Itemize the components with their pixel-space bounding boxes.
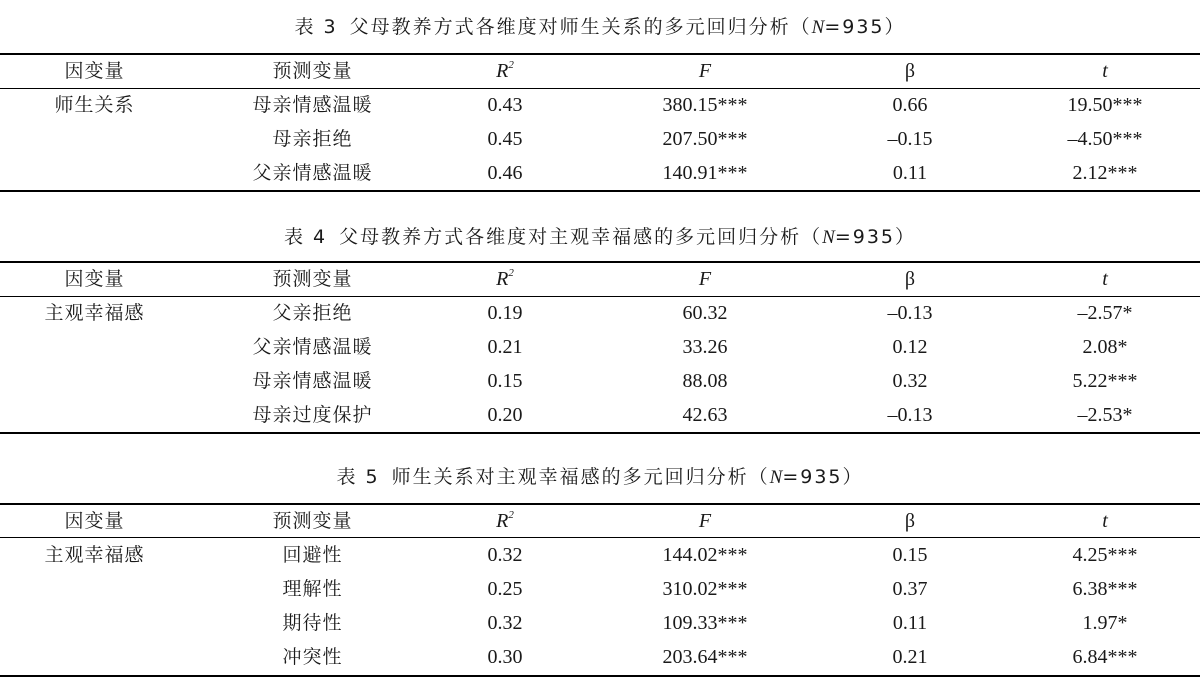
dependent-cell	[22, 122, 167, 156]
f-cell: 144.02***	[662, 544, 748, 566]
t-cell: 4.25***	[1072, 544, 1138, 566]
table5-bottom-rule	[0, 675, 1200, 677]
table-row	[0, 330, 1200, 364]
r2-cell: 0.43	[487, 94, 523, 116]
table4-caption	[0, 222, 1200, 252]
predictor-cell: 母亲过度保护	[252, 404, 373, 426]
r2-cell: 0.21	[487, 336, 523, 358]
predictor-cell: 父亲拒绝	[272, 302, 353, 324]
beta-cell: –0.15	[887, 128, 933, 150]
table-row	[0, 640, 1200, 674]
dependent-cell	[22, 398, 167, 432]
r2-cell: 0.46	[487, 162, 523, 184]
dependent-cell: 主观幸福感	[44, 544, 145, 566]
f-cell: 310.02***	[662, 578, 748, 600]
r2-cell: 0.25	[487, 578, 523, 600]
f-cell: 140.91***	[662, 162, 748, 184]
f-cell: 380.15***	[662, 94, 748, 116]
predictor-cell: 父亲情感温暖	[252, 336, 373, 358]
t-cell: –4.50***	[1067, 128, 1143, 150]
table4-caption-tail: =935）	[834, 226, 917, 248]
table4-bottom-rule	[0, 432, 1200, 434]
table-row	[0, 606, 1200, 640]
beta-cell: 0.21	[892, 646, 928, 668]
table3-caption-tail: =935）	[824, 16, 906, 38]
header-predictor: 预测变量	[272, 60, 353, 82]
beta-cell: 0.32	[892, 370, 928, 392]
r2-cell: 0.15	[487, 370, 523, 392]
f-cell: 109.33***	[662, 612, 748, 634]
table5-caption	[0, 462, 1200, 492]
predictor-cell: 理解性	[282, 578, 343, 600]
t-cell: 19.50***	[1067, 94, 1143, 116]
beta-cell: –0.13	[887, 404, 933, 426]
header-t: t	[1102, 510, 1108, 532]
f-cell: 33.26	[682, 336, 728, 358]
table3-caption-n: N	[811, 17, 825, 38]
table5-caption-tail: =935）	[782, 466, 864, 488]
predictor-cell: 母亲拒绝	[272, 128, 353, 150]
header-r2: $R^2$	[496, 59, 514, 82]
beta-cell: 0.11	[892, 612, 928, 634]
beta-cell: 0.15	[892, 544, 928, 566]
table-row	[0, 364, 1200, 398]
predictor-cell: 期待性	[282, 612, 343, 634]
table4-caption-n: N	[822, 227, 835, 248]
r2-cell: 0.32	[487, 544, 523, 566]
header-dependent: 因变量	[64, 510, 125, 532]
f-cell: 207.50***	[662, 128, 748, 150]
header-predictor: 预测变量	[272, 510, 353, 532]
t-cell: 5.22***	[1072, 370, 1138, 392]
t-cell: 2.08*	[1082, 336, 1128, 358]
table3-caption-text: 父母教养方式各维度对师生关系的多元回归分析（	[349, 16, 812, 38]
f-cell: 42.63	[682, 404, 728, 426]
predictor-cell: 冲突性	[282, 646, 343, 668]
header-t: t	[1102, 60, 1108, 82]
header-dependent: 因变量	[64, 268, 125, 290]
r2-cell: 0.45	[487, 128, 523, 150]
header-predictor: 预测变量	[272, 268, 353, 290]
header-r2: $R^2$	[496, 267, 514, 290]
r2-cell: 0.32	[487, 612, 523, 634]
header-beta: β	[904, 510, 916, 532]
dependent-cell: 主观幸福感	[44, 302, 145, 324]
t-cell: 2.12***	[1072, 162, 1138, 184]
table-row	[0, 572, 1200, 606]
predictor-cell: 回避性	[282, 544, 343, 566]
dependent-cell	[22, 364, 167, 398]
table-row	[0, 538, 1200, 572]
table-row	[0, 156, 1200, 190]
table3-bottom-rule	[0, 190, 1200, 192]
header-f: F	[698, 268, 712, 290]
t-cell: 6.38***	[1072, 578, 1138, 600]
dependent-cell: 师生关系	[54, 94, 135, 116]
t-cell: 1.97*	[1082, 612, 1128, 634]
beta-cell: 0.37	[892, 578, 928, 600]
f-cell: 203.64***	[662, 646, 748, 668]
beta-cell: –0.13	[887, 302, 933, 324]
beta-cell: 0.66	[892, 94, 928, 116]
dependent-cell	[22, 640, 167, 674]
header-f: F	[698, 60, 712, 82]
header-f: F	[698, 510, 712, 532]
t-cell: 6.84***	[1072, 646, 1138, 668]
header-dependent: 因变量	[64, 60, 125, 82]
header-r2: $R^2$	[496, 509, 514, 532]
table-row	[0, 398, 1200, 432]
table-row	[0, 122, 1200, 156]
f-cell: 88.08	[682, 370, 728, 392]
header-beta: β	[904, 60, 916, 82]
dependent-cell	[22, 330, 167, 364]
r2-cell: 0.20	[487, 404, 523, 426]
t-cell: –2.57*	[1077, 302, 1133, 324]
table5-header-row	[0, 504, 1200, 538]
r2-cell: 0.30	[487, 646, 523, 668]
dependent-cell	[22, 572, 167, 606]
f-cell: 60.32	[682, 302, 728, 324]
dependent-cell	[22, 156, 167, 190]
header-beta: β	[904, 268, 916, 290]
table3-caption-number: 表 3	[294, 16, 338, 38]
r2-cell: 0.19	[487, 302, 523, 324]
table3-caption	[0, 12, 1200, 42]
predictor-cell: 母亲情感温暖	[252, 94, 373, 116]
table5-caption-text: 师生关系对主观幸福感的多元回归分析（	[391, 466, 770, 488]
table-row	[0, 296, 1200, 330]
predictor-cell: 母亲情感温暖	[252, 370, 373, 392]
table-row	[0, 88, 1200, 122]
table4-header-row	[0, 262, 1200, 296]
table5-caption-n: N	[769, 467, 783, 488]
header-t: t	[1102, 268, 1108, 290]
table4-caption-number: 表 4	[283, 226, 328, 248]
t-cell: –2.53*	[1077, 404, 1133, 426]
table5-caption-number: 表 5	[336, 466, 380, 488]
table3-header-row	[0, 54, 1200, 88]
beta-cell: 0.11	[892, 162, 928, 184]
table4-caption-text: 父母教养方式各维度对主观幸福感的多元回归分析（	[339, 226, 823, 248]
beta-cell: 0.12	[892, 336, 928, 358]
predictor-cell: 父亲情感温暖	[252, 162, 373, 184]
dependent-cell	[22, 606, 167, 640]
